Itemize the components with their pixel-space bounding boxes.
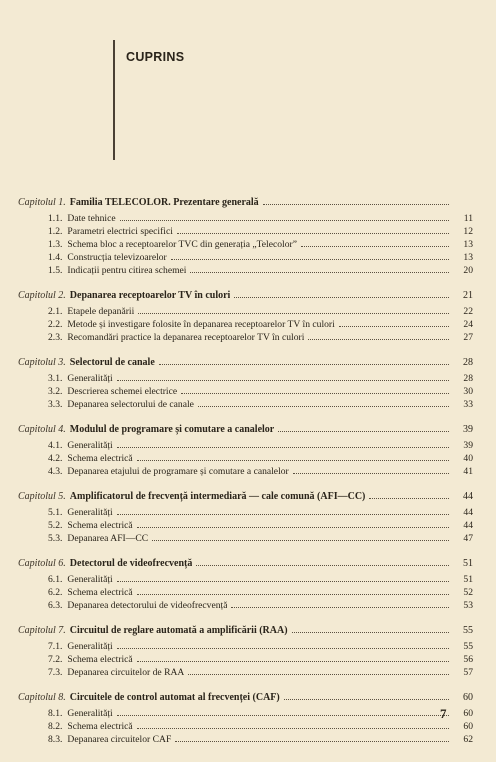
entry-number: 1.5. <box>48 265 63 276</box>
toc-entry <box>18 653 473 666</box>
dot-leader <box>117 506 449 515</box>
toc-chapter <box>18 289 473 344</box>
chapter-page: 60 <box>463 692 473 703</box>
chapter-heading <box>18 490 473 503</box>
entry-page: 20 <box>463 265 473 276</box>
toc-entry <box>18 331 473 344</box>
dot-leader <box>137 720 449 729</box>
entry-page: 53 <box>463 600 473 611</box>
entry-title: Depanarea circuitelor de RAA <box>67 667 185 678</box>
entry-title: Indicații pentru citirea schemei <box>67 265 187 276</box>
entry-title: Generalități <box>67 440 113 451</box>
chapter-title: Modulul de programare și comutare a canalelor <box>69 424 275 435</box>
dot-leader <box>278 423 449 432</box>
toc-chapter <box>18 196 473 277</box>
dot-leader <box>308 331 449 340</box>
entry-page: 22 <box>463 306 473 317</box>
toc-entry <box>18 225 473 238</box>
toc-entry <box>18 238 473 251</box>
entry-page: 56 <box>463 654 473 665</box>
chapter-title: Depanarea receptoarelor TV în culori <box>69 290 231 301</box>
entry-title: Depanarea etajului de programare și comutare a canalelor <box>67 466 289 477</box>
entry-number: 2.1. <box>48 306 63 317</box>
entry-page: 60 <box>463 721 473 732</box>
chapter-heading <box>18 557 473 570</box>
entry-title: Parametri electrici specifici <box>67 226 173 237</box>
entry-page: 44 <box>463 507 473 518</box>
entry-number: 3.3. <box>48 399 63 410</box>
toc-entry <box>18 465 473 478</box>
dot-leader <box>263 196 449 205</box>
dot-leader <box>292 624 449 633</box>
entry-title: Generalități <box>67 507 113 518</box>
chapter-page: 51 <box>463 558 473 569</box>
chapter-title: Circuitul de reglare automată a amplificării (RAA) <box>69 625 288 636</box>
entry-page: 30 <box>463 386 473 397</box>
dot-leader <box>120 212 449 221</box>
chapter-heading <box>18 624 473 637</box>
toc-entry <box>18 452 473 465</box>
entry-number: 1.3. <box>48 239 63 250</box>
chapter-label: Capitolul 4. <box>18 424 66 435</box>
dot-leader <box>137 653 449 662</box>
entry-number: 1.2. <box>48 226 63 237</box>
toc-entry <box>18 733 473 746</box>
toc-entry <box>18 532 473 545</box>
chapter-label: Capitolul 1. <box>18 197 66 208</box>
entry-number: 8.2. <box>48 721 63 732</box>
entry-number: 4.1. <box>48 440 63 451</box>
toc-entry <box>18 439 473 452</box>
entry-number: 6.1. <box>48 574 63 585</box>
chapter-title: Familia TELECOLOR. Prezentare generală <box>69 197 259 208</box>
entry-title: Metode și investigare folosite în depanarea receptoarelor TV în culori <box>67 319 335 330</box>
chapter-heading <box>18 196 473 209</box>
dot-leader <box>301 238 449 247</box>
entry-number: 2.3. <box>48 332 63 343</box>
chapter-label: Capitolul 8. <box>18 692 66 703</box>
toc-entry <box>18 264 473 277</box>
chapter-page: 55 <box>463 625 473 636</box>
chapter-title: Selectorul de canale <box>69 357 155 368</box>
entry-page: 11 <box>463 213 473 224</box>
entry-title: Construcția televizoarelor <box>67 252 167 263</box>
chapter-title: Detectorul de videofrecvență <box>69 558 193 569</box>
entry-title: Generalități <box>67 708 113 719</box>
entry-page: 12 <box>463 226 473 237</box>
entry-title: Etapele depanării <box>67 306 135 317</box>
entry-title: Date tehnice <box>67 213 116 224</box>
entry-number: 5.1. <box>48 507 63 518</box>
dot-leader <box>177 225 449 234</box>
entry-number: 4.2. <box>48 453 63 464</box>
dot-leader <box>137 452 449 461</box>
dot-leader <box>339 318 449 327</box>
entry-number: 1.1. <box>48 213 63 224</box>
margin-rule <box>113 40 115 160</box>
entry-title: Descrierea schemei electrice <box>67 386 178 397</box>
chapter-title: Amplificatorul de frecvență intermediară — cale comună (AFI—CC) <box>69 491 366 502</box>
chapter-page: 44 <box>463 491 473 502</box>
entry-number: 1.4. <box>48 252 63 263</box>
entry-title: Schema bloc a receptoarelor TVC din generația „Telecolor” <box>67 239 297 250</box>
entry-number: 6.3. <box>48 600 63 611</box>
chapter-heading <box>18 356 473 369</box>
dot-leader <box>137 586 449 595</box>
entry-title: Schema electrică <box>67 453 133 464</box>
toc-chapter <box>18 691 473 746</box>
dot-leader <box>117 707 449 716</box>
entry-page: 40 <box>463 453 473 464</box>
dot-leader <box>152 532 449 541</box>
toc-chapter <box>18 356 473 411</box>
chapter-page: 28 <box>463 357 473 368</box>
page-title: CUPRINS <box>126 50 185 64</box>
dot-leader <box>159 356 449 365</box>
chapter-page: 21 <box>463 290 473 301</box>
toc-chapter <box>18 490 473 545</box>
chapter-label: Capitolul 2. <box>18 290 66 301</box>
entry-title: Depanarea detectorului de videofrecvență <box>67 600 228 611</box>
entry-number: 5.3. <box>48 533 63 544</box>
toc-entry <box>18 212 473 225</box>
entry-title: Depanarea AFI—CC <box>67 533 149 544</box>
toc-entry <box>18 398 473 411</box>
entry-number: 5.2. <box>48 520 63 531</box>
entry-page: 62 <box>463 734 473 745</box>
dot-leader <box>117 372 449 381</box>
entry-page: 27 <box>463 332 473 343</box>
toc-entry <box>18 707 473 720</box>
entry-title: Schema electrică <box>67 520 133 531</box>
entry-title: Generalități <box>67 574 113 585</box>
entry-page: 13 <box>463 252 473 263</box>
dot-leader <box>284 691 449 700</box>
chapter-heading <box>18 691 473 704</box>
entry-page: 52 <box>463 587 473 598</box>
chapter-label: Capitolul 7. <box>18 625 66 636</box>
dot-leader <box>171 251 449 260</box>
dot-leader <box>369 490 449 499</box>
entry-number: 8.3. <box>48 734 63 745</box>
chapter-heading <box>18 289 473 302</box>
entry-number: 6.2. <box>48 587 63 598</box>
chapter-heading <box>18 423 473 436</box>
table-of-contents <box>18 196 473 758</box>
dot-leader <box>138 305 449 314</box>
dot-leader <box>181 385 449 394</box>
toc-entry <box>18 720 473 733</box>
toc-entry <box>18 251 473 264</box>
toc-entry <box>18 305 473 318</box>
toc-entry <box>18 506 473 519</box>
entry-number: 7.3. <box>48 667 63 678</box>
toc-chapter <box>18 557 473 612</box>
entry-title: Depanarea circuitelor CAF <box>67 734 172 745</box>
dot-leader <box>137 519 449 528</box>
chapter-label: Capitolul 5. <box>18 491 66 502</box>
dot-leader <box>188 666 449 675</box>
entry-number: 7.1. <box>48 641 63 652</box>
entry-number: 8.1. <box>48 708 63 719</box>
entry-number: 4.3. <box>48 466 63 477</box>
toc-chapter <box>18 624 473 679</box>
entry-page: 60 <box>463 708 473 719</box>
entry-page: 39 <box>463 440 473 451</box>
toc-entry <box>18 318 473 331</box>
entry-page: 41 <box>463 466 473 477</box>
toc-entry <box>18 599 473 612</box>
dot-leader <box>117 640 449 649</box>
entry-page: 51 <box>463 574 473 585</box>
entry-number: 7.2. <box>48 654 63 665</box>
entry-page: 57 <box>463 667 473 678</box>
dot-leader <box>198 398 449 407</box>
toc-entry <box>18 666 473 679</box>
entry-number: 3.1. <box>48 373 63 384</box>
entry-title: Schema electrică <box>67 654 133 665</box>
entry-number: 2.2. <box>48 319 63 330</box>
toc-chapter <box>18 423 473 478</box>
toc-entry <box>18 385 473 398</box>
dot-leader <box>190 264 449 273</box>
entry-page: 44 <box>463 520 473 531</box>
chapter-label: Capitolul 3. <box>18 357 66 368</box>
entry-title: Schema electrică <box>67 587 133 598</box>
page-number: 7 <box>440 706 447 721</box>
entry-number: 3.2. <box>48 386 63 397</box>
toc-entry <box>18 372 473 385</box>
entry-title: Recomandări practice la depanarea receptoarelor TV în culori <box>67 332 305 343</box>
dot-leader <box>293 465 449 474</box>
entry-page: 13 <box>463 239 473 250</box>
entry-title: Depanarea selectorului de canale <box>67 399 194 410</box>
toc-entry <box>18 586 473 599</box>
dot-leader <box>117 439 449 448</box>
toc-entry <box>18 519 473 532</box>
dot-leader <box>175 733 449 742</box>
entry-page: 47 <box>463 533 473 544</box>
chapter-label: Capitolul 6. <box>18 558 66 569</box>
entry-title: Generalități <box>67 373 113 384</box>
toc-entry <box>18 640 473 653</box>
dot-leader <box>231 599 449 608</box>
dot-leader <box>234 289 449 298</box>
entry-page: 33 <box>463 399 473 410</box>
chapter-title: Circuitele de control automat al frecvenței (CAF) <box>69 692 280 703</box>
chapter-page: 39 <box>463 424 473 435</box>
dot-leader <box>196 557 449 566</box>
entry-page: 24 <box>463 319 473 330</box>
entry-title: Generalități <box>67 641 113 652</box>
entry-page: 28 <box>463 373 473 384</box>
toc-entry <box>18 573 473 586</box>
entry-title: Schema electrică <box>67 721 133 732</box>
dot-leader <box>117 573 449 582</box>
entry-page: 55 <box>463 641 473 652</box>
